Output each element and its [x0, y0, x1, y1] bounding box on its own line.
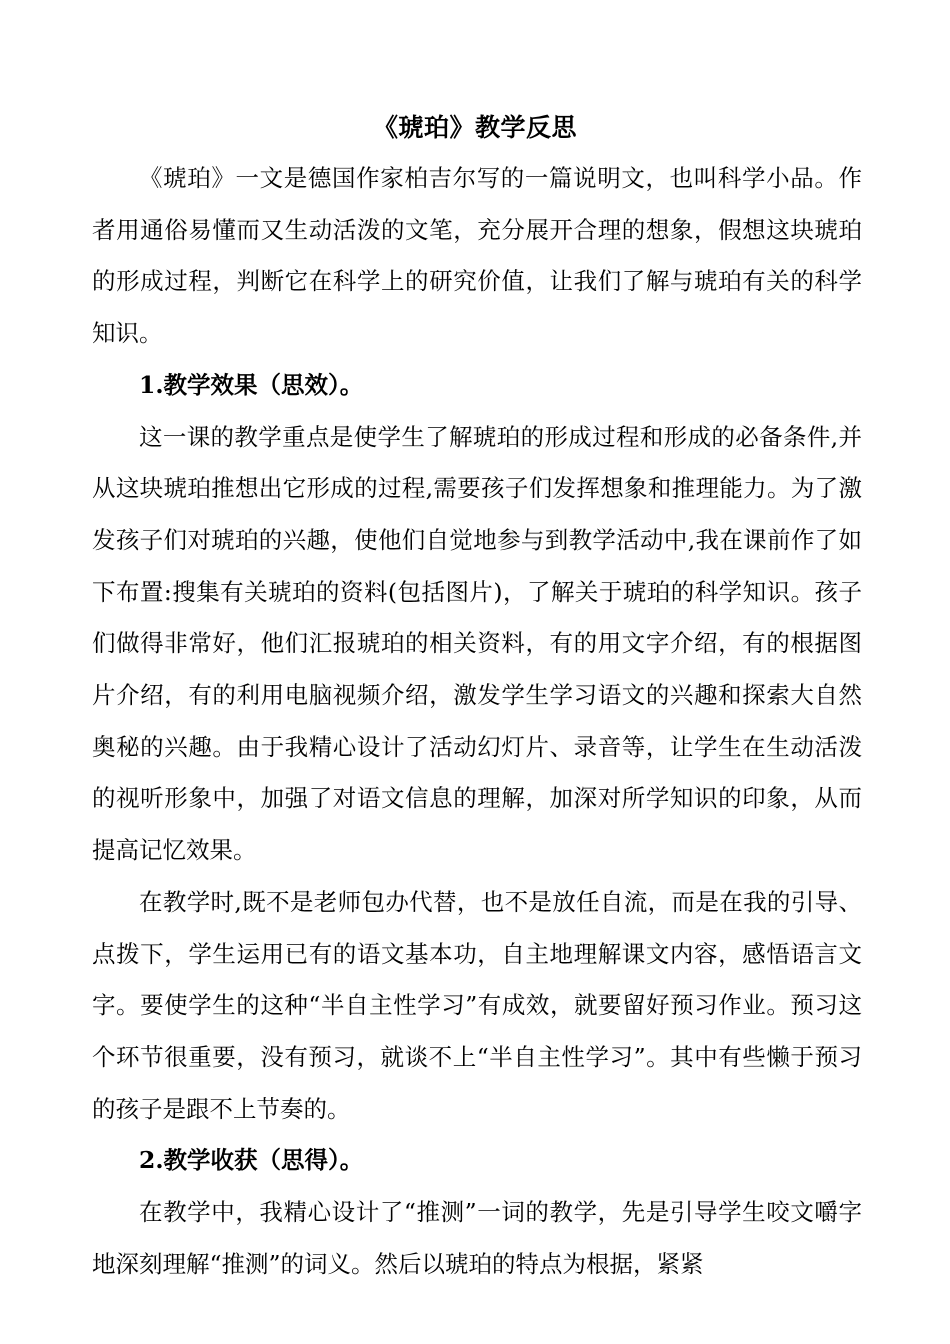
- intro-paragraph: 《琥珀》一文是德国作家柏吉尔写的一篇说明文，也叫科学小品。作者用通俗易懂而又生动活泼的文笔，充分展开合理的想象，假想这块琥珀的形成过程，判断它在科学上的研究价值，让我们了解与琥珀有关的科学知识。: [92, 164, 862, 348]
- document-body: [92, 153, 862, 1290]
- section-1-paragraph-1: 这一课的教学重点是使学生了解琥珀的形成过程和形成的必备条件,并从这块琥珀推想出它形成的过程,需要孩子们发挥想象和推理能力。为了激发孩子们对琥珀的兴趣，使他们自觉地参与到教学活动中,我在课前作了如下布置:搜集有关琥珀的资料(包括图片)，了解关于琥珀的科学知识。孩子们做得非常好，他们汇报琥珀的相关资料，有的用文字介绍，有的根据图片介绍，有的利用电脑视频介绍，激发学生学习语文的兴趣和探索大自然奥秘的兴趣。由于我精心设计了活动幻灯片、录音等，让学生在生动活泼的视听形象中，加强了对语文信息的理解，加深对所学知识的印象，从而提高记忆效果。: [92, 422, 862, 865]
- section-2-heading: 2.教学收获（思得）。: [139, 1146, 364, 1175]
- section-1-heading: 1.教学效果（思效）。: [139, 370, 364, 399]
- section-1-paragraph-2: 在教学时,既不是老师包办代替，也不是放任自流，而是在我的引导、点拨下，学生运用已有的语文基本功，自主地理解课文内容，感悟语言文字。要使学生的这种“半自主性学习”有成效，就要留好预习作业。预习这个环节很重要，没有预习，就谈不上“半自主性学习”。其中有些懒于预习的孩子是跟不上节奏的。: [92, 887, 862, 1123]
- document-title: 《琥珀》教学反思: [372, 113, 577, 142]
- section-2-paragraph-1: 在教学中，我精心设计了“推测”一词的教学，先是引导学生咬文嚼字地深刻理解“推测”的词义。然后以琥珀的特点为根据，紧紧: [92, 1198, 862, 1278]
